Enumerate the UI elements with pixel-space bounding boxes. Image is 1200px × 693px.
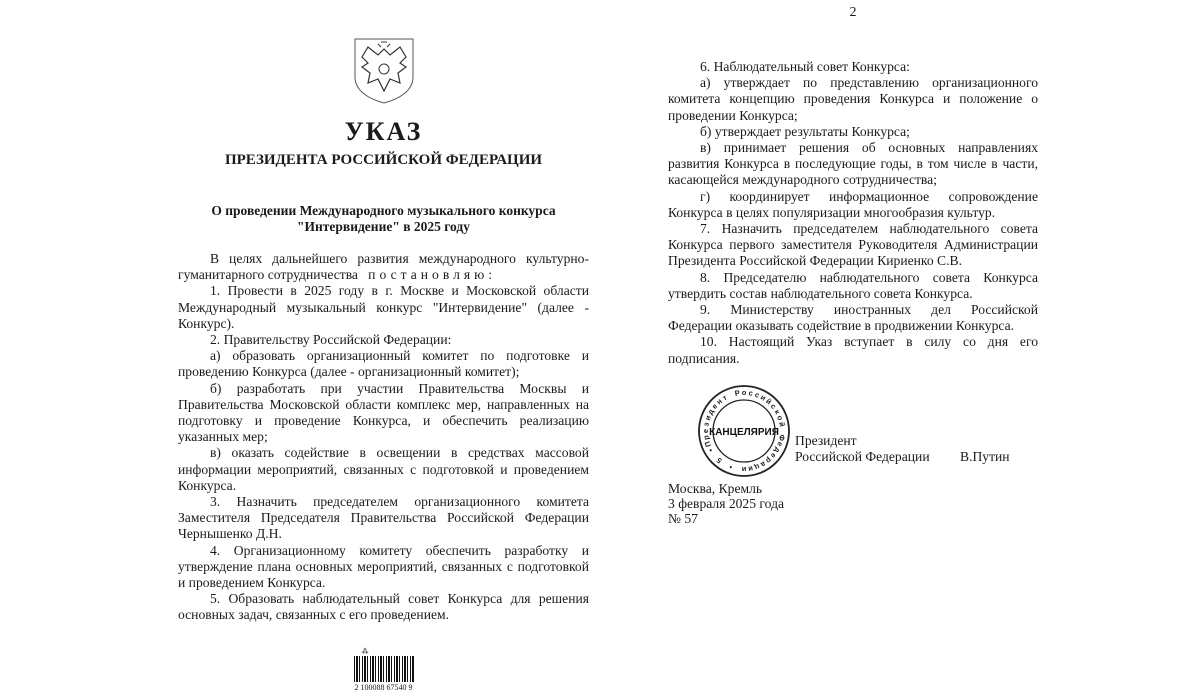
decree-paragraph: 7. Назначить председателем наблюдательного совета Конкурса первого заместителя Руководителя Администрации Президента Российской Федерации Кириенко С.В. (668, 221, 1038, 269)
stamp-ring-letter: р (701, 434, 711, 441)
stamp-ring-letter: е (709, 401, 720, 411)
stamp-ring-letter: к (772, 407, 783, 416)
stamp-ring-letter: с (753, 389, 761, 400)
decree-paragraph: 9. Министерству иностранных дел Российской Федерации оказывать содействие в продвижении Конкурса. (668, 302, 1038, 334)
stamp-ring-letter: с (768, 401, 779, 411)
decree-paragraph: 4. Организационному комитету обеспечить разработку и утверждение плана основных мероприятий, связанных с подготовкой и проведением Конкурса. (178, 542, 589, 591)
decree-paragraph: а) утверждает по представлению организационного комитета концепцию проведения Конкурса и положение о проведении Конкурса; (668, 75, 1038, 123)
decree-body-1 (178, 251, 589, 624)
stamp-ring-letter: и (758, 392, 768, 403)
decree-paragraph: б) разработать при участии Правительства Москвы и Правительства Московской области комплекс мер, направленных на подготовку и проведение Конкурса, и обеспечить реализацию указанных мер; (178, 380, 589, 445)
stamp-center-text: КАНЦЕЛЯРИЯ (709, 426, 779, 438)
signing-place: Москва, Кремль (668, 480, 763, 496)
decree-paragraph: 5. Образовать наблюдательный совет Конкурса для решения основных задач, связанных с его проведением. (178, 591, 589, 623)
intro-keyword: постановляю: (368, 267, 497, 283)
stamp-ring-letter: д (772, 445, 783, 455)
signing-date: 3 февраля 2025 года (668, 495, 785, 511)
stamp-ring-letter: е (775, 440, 786, 448)
stamp-ring-letter: • (706, 446, 716, 454)
stamp-ring-letter: ц (753, 462, 761, 473)
stamp-ring-letter: с (747, 388, 754, 398)
decree-page-2 (668, 0, 1038, 526)
stamp-ring-letter: • (728, 462, 734, 472)
decree-paragraph: 10. Настоящий Указ вступает в силу со дня его подписания. (668, 334, 1038, 366)
decree-paragraph: 8. Председателю наблюдательного совета Конкурса утвердить состав наблюдательного совета Конкурса. (668, 269, 1038, 301)
stamp-ring-letter: и (702, 413, 713, 422)
stamp-ring-letter: 5 (714, 455, 724, 466)
stamp-ring-letter: Ф (776, 433, 787, 442)
stamp-ring-letter: е (701, 428, 710, 433)
stamp-ring-letter: о (741, 387, 747, 397)
barcode-bars (354, 656, 414, 682)
decree-paragraph: 6. Наблюдательный совет Конкурса: (700, 59, 910, 74)
signature-name: В.Путин (960, 448, 1010, 464)
intro-paragraph (178, 251, 589, 283)
coat-of-arms-emblem (351, 35, 417, 105)
decree-paragraph: а) образовать организационный комитет по подготовке и проведению Конкурса (далее - организационный комитет); (178, 348, 589, 380)
decree-body-2 (668, 59, 1038, 367)
decree-title: УКАЗ (344, 117, 423, 146)
stamp-ring-letter: д (705, 407, 716, 416)
decree-paragraph: 2. Правительству Российской Федерации: (210, 332, 452, 348)
decree-paragraph: б) утверждает результаты Конкурса; (700, 123, 910, 139)
decree-page-1 (178, 0, 589, 693)
stamp-ring-letter: Р (734, 388, 741, 398)
decree-number: № 57 (668, 510, 698, 526)
stamp-ring-letter: П (702, 439, 713, 449)
heading-line: О проведении Международного музыкального конкурса (211, 203, 556, 218)
stamp-ring-letter: й (777, 421, 787, 428)
decree-paragraph: в) принимает решения об основных направлениях развития Конкурса в последующие годы, в том числе в части, касающейся международного сотрудничества; (668, 140, 1038, 188)
stamp-ring-letter: р (764, 455, 774, 466)
stamp-ring-letter: т (720, 392, 729, 403)
barcode (354, 648, 414, 693)
decree-paragraph: г) координирует информационное сопровождение Конкурса в целях популяризации многообразия культур. (668, 188, 1038, 220)
stamp-ring-letter: и (741, 464, 747, 474)
stamp-ring-letter: и (747, 463, 754, 474)
decree-subtitle: ПРЕЗИДЕНТА РОССИЙСКОЙ ФЕДЕРАЦИИ (224, 152, 543, 168)
stamp-ring-letter: н (714, 396, 724, 407)
signature-title-line2: Российской Федерации (795, 448, 930, 464)
stamp-ring-letter: о (775, 413, 786, 422)
barcode-number: 2 100088 67540 9 (354, 682, 413, 692)
stamp-ring-letter: е (768, 451, 779, 461)
intro-text: В целях дальнейшего развития международного культурно-гуманитарного сотрудничества (178, 251, 589, 283)
signature-block (668, 385, 1038, 481)
barcode-mark-icon: ⁂ (361, 647, 369, 656)
decree-heading (178, 203, 589, 235)
signature-title-line1: Президент (795, 432, 857, 448)
decree-paragraph: в) оказать содействие в освещении в средствах массовой информации мероприятий, связанных с подготовкой и проведением Конкурса. (178, 445, 589, 493)
stamp-ring-letter: а (759, 459, 768, 470)
heading-line: "Интервидение" в 2025 году (297, 219, 470, 234)
decree-paragraph: 1. Провести в 2025 году в г. Москве и Московской области Международный музыкальный конкурс "Интервидение" (далее - Конкурс). (178, 283, 589, 331)
decree-paragraph: 3. Назначить председателем организационного комитета Заместителя Председателя Правительства Российской Федерации Чернышенко Д.Н. (178, 494, 589, 542)
stamp-ring-letter: й (764, 396, 774, 407)
page-number: 2 (849, 5, 857, 20)
official-stamp (698, 385, 790, 477)
stamp-ring-letter: з (701, 421, 711, 427)
